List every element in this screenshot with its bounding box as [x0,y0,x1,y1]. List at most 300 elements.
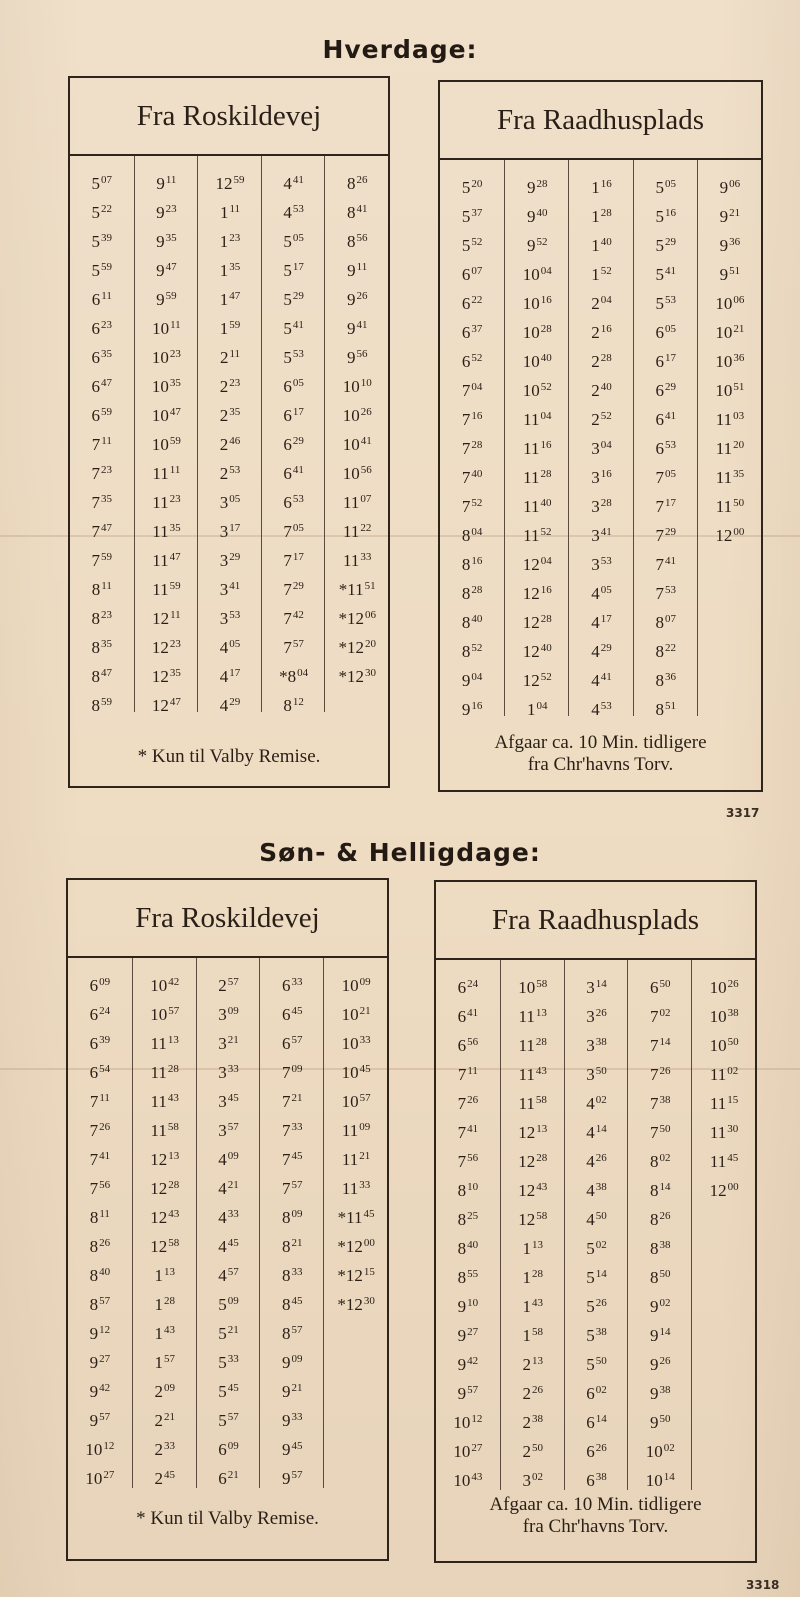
departure-time: $11^{09}$ [341,1121,371,1140]
print-reference: 3318 [746,1578,780,1592]
departure-time: $12^{28}$ [150,1179,180,1198]
departure-time: $*12^{30}$ [337,1295,375,1314]
departure-time: $8^{47}$ [91,667,113,686]
departure-time: $9^{35}$ [156,232,177,251]
departure-time: $7^{29}$ [283,580,304,599]
timetable-column [259,958,324,1488]
panel-title: Fra Raadhusplads [436,882,755,960]
departure-time: $1^{35}$ [219,261,241,280]
departure-time: $12^{23}$ [151,638,181,657]
departure-time: $7^{57}$ [283,638,304,657]
departure-time: $6^{33}$ [282,976,303,995]
departure-time: $8^{12}$ [283,696,304,715]
departure-time: $11^{47}$ [152,551,181,570]
departure-time: $4^{29}$ [219,696,241,715]
departure-time: $7^{17}$ [655,497,676,516]
departure-time: $6^{17}$ [283,406,304,425]
departure-time: $11^{33}$ [341,1179,371,1198]
departure-time: $*12^{06}$ [338,609,376,628]
departure-time: $4^{05}$ [219,638,241,657]
departure-time: $1^{16}$ [591,178,612,197]
departure-time: $1^{43}$ [154,1324,175,1343]
departure-time: $11^{20}$ [715,439,745,458]
departure-time: $7^{26}$ [457,1094,479,1113]
departure-time: $12^{28}$ [522,613,552,632]
departure-time: $7^{33}$ [282,1121,303,1140]
departure-time: $6^{57}$ [282,1034,303,1053]
departure-time: $5^{37}$ [461,207,483,226]
departure-time: $10^{23}$ [151,348,181,367]
departure-time: $11^{52}$ [523,526,552,545]
departure-time: $3^{38}$ [586,1036,607,1055]
departure-time: $3^{57}$ [218,1121,239,1140]
departure-time: $5^{21}$ [218,1324,239,1343]
departure-time: $5^{29}$ [283,290,304,309]
departure-time: $6^{11}$ [91,290,112,309]
departure-time: $7^{26}$ [650,1065,671,1084]
departure-time: $2^{21}$ [154,1411,175,1430]
departure-time: $2^{35}$ [219,406,241,425]
departure-time: $9^{50}$ [650,1413,671,1432]
departure-time: $4^{17}$ [591,613,612,632]
departure-time: $5^{29}$ [655,236,676,255]
departure-time: $8^{21}$ [282,1237,303,1256]
departure-time: $8^{36}$ [655,671,676,690]
timetable-column [697,160,762,716]
departure-time: $5^{26}$ [586,1297,607,1316]
departure-time: $3^{02}$ [522,1471,543,1490]
departure-time: $11^{23}$ [152,493,181,512]
departure-time: $6^{41}$ [655,410,676,429]
departure-time: $3^{41}$ [591,526,612,545]
departure-time: $3^{28}$ [591,497,612,516]
departure-time: $8^{38}$ [650,1239,671,1258]
departure-time: $*12^{30}$ [338,667,376,686]
departure-time: $11^{59}$ [152,580,181,599]
departure-time: $5^{20}$ [461,178,483,197]
departure-time: $9^{27}$ [457,1326,479,1345]
departure-time: $*11^{51}$ [338,580,376,599]
departure-time: $6^{05}$ [283,377,304,396]
weekdays-roskildevej-panel [68,76,390,788]
departure-time: $1^{40}$ [591,236,612,255]
timetable-column [197,156,262,715]
departure-time: $10^{59}$ [151,435,181,454]
departure-time: $8^{57}$ [89,1295,111,1314]
departure-time: $4^{57}$ [218,1266,239,1285]
departure-time: $11^{35}$ [152,522,181,541]
departure-time: $10^{21}$ [715,323,745,342]
departure-time: $6^{09}$ [89,976,111,995]
departure-time: $10^{45}$ [341,1063,371,1082]
departure-time: $10^{09}$ [341,976,371,995]
departure-time: $7^{11}$ [457,1065,478,1084]
departure-time: $8^{25}$ [457,1210,479,1229]
departure-time: $1^{13}$ [154,1266,175,1285]
departure-time: $3^{17}$ [219,522,241,541]
departure-time: $7^{17}$ [283,551,304,570]
departure-time: $11^{04}$ [523,410,552,429]
departure-time: $10^{41}$ [342,435,372,454]
departure-time: $8^{52}$ [461,642,483,661]
departure-time: $9^{38}$ [650,1384,671,1403]
departure-time: $4^{33}$ [218,1208,239,1227]
departure-time: $2^{28}$ [591,352,612,371]
departure-time: $7^{42}$ [283,609,304,628]
departure-time: $1^{13}$ [522,1239,543,1258]
departure-time: $8^{14}$ [650,1181,671,1200]
departure-time: $12^{16}$ [522,584,552,603]
departure-time: $7^{59}$ [91,551,113,570]
departure-time: $7^{52}$ [461,497,483,516]
departure-time: $5^{17}$ [283,261,304,280]
departure-time: $3^{16}$ [591,468,612,487]
departure-time: $12^{04}$ [522,555,552,574]
departure-time: $1^{58}$ [522,1326,543,1345]
departure-time: $9^{26}$ [650,1355,671,1374]
departure-time: $2^{23}$ [219,377,241,396]
timetable-grid [436,960,755,1490]
panel-title: Fra Raadhusplads [440,82,761,160]
departure-time: $5^{14}$ [586,1268,607,1287]
departure-time: $7^{41}$ [89,1150,111,1169]
departure-time: $10^{12}$ [85,1440,115,1459]
departure-time: $10^{42}$ [150,976,180,995]
departure-time: $8^{35}$ [91,638,113,657]
departure-time: $4^{14}$ [586,1123,607,1142]
departure-time: $4^{05}$ [591,584,612,603]
departure-time: $10^{43}$ [453,1471,483,1490]
departure-time: $3^{26}$ [586,1007,607,1026]
departure-time: $12^{00}$ [715,526,745,545]
departure-time: $6^{14}$ [586,1413,607,1432]
departure-time: $7^{11}$ [91,435,112,454]
departure-time: $7^{56}$ [89,1179,111,1198]
footnote-line: fra Chr'havns Torv. [522,1516,669,1537]
departure-time: $9^{56}$ [346,348,368,367]
departure-time: $2^{40}$ [591,381,612,400]
departure-time: $1^{23}$ [219,232,241,251]
weekdays-raadhusplads-panel [438,80,763,792]
departure-time: $9^{42}$ [457,1355,479,1374]
departure-time: $8^{45}$ [282,1295,303,1314]
departure-time: $11^{50}$ [715,497,745,516]
departure-time: $6^{02}$ [586,1384,607,1403]
timetable-column [134,156,199,715]
departure-time: $11^{28}$ [518,1036,547,1055]
departure-time: $10^{28}$ [522,323,552,342]
departure-time: $10^{26}$ [342,406,372,425]
departure-time: $7^{41}$ [655,555,676,574]
departure-time: $11^{58}$ [150,1121,179,1140]
departure-time: $9^{11}$ [156,174,177,193]
departure-time: $9^{57}$ [89,1411,111,1430]
departure-time: $11^{16}$ [523,439,552,458]
departure-time: $8^{40}$ [457,1239,479,1258]
departure-time: $11^{28}$ [523,468,552,487]
departure-time: $7^{28}$ [461,439,483,458]
departure-time: $8^{51}$ [655,700,676,719]
departure-time: $10^{52}$ [522,381,552,400]
departure-time: $12^{47}$ [151,696,181,715]
departure-time: $12^{58}$ [518,1210,548,1229]
departure-time: $5^{52}$ [461,236,483,255]
departure-time: $9^{21}$ [719,207,741,226]
departure-time: $10^{58}$ [518,978,548,997]
departure-time: $6^{41}$ [283,464,304,483]
departure-time: $2^{57}$ [218,976,239,995]
departure-time: $5^{41}$ [283,319,304,338]
timetable-column [70,156,134,715]
departure-time: $4^{29}$ [591,642,612,661]
departure-time: $3^{53}$ [591,555,612,574]
departure-time: $11^{07}$ [343,493,372,512]
departure-time: $*11^{45}$ [337,1208,375,1227]
timetable-grid [70,156,388,715]
departure-time: $4^{17}$ [219,667,241,686]
departure-time: $10^{33}$ [341,1034,371,1053]
departure-time: $9^{02}$ [650,1297,671,1316]
departure-time: $9^{14}$ [650,1326,671,1345]
footnote [436,1494,755,1538]
departure-time: $10^{47}$ [151,406,181,425]
departure-time: $10^{04}$ [522,265,552,284]
departure-time: $10^{38}$ [709,1007,739,1026]
departure-time: $9^{04}$ [461,671,483,690]
departure-time: $5^{02}$ [586,1239,607,1258]
departure-time: $6^{39}$ [89,1034,111,1053]
departure-time: $*12^{00}$ [337,1237,375,1256]
footnote-line: fra Chr'havns Torv. [527,754,674,775]
departure-time: $1^{28}$ [522,1268,543,1287]
departure-time: $*8^{04}$ [279,667,309,686]
departure-time: $2^{33}$ [154,1440,175,1459]
departure-time: $6^{52}$ [461,352,483,371]
departure-time: $5^{53}$ [283,348,304,367]
departure-time: $10^{10}$ [342,377,372,396]
departure-time: $6^{41}$ [457,1007,479,1026]
footnote [440,732,761,776]
departure-time: $6^{22}$ [461,294,483,313]
departure-time: $5^{59}$ [91,261,113,280]
holidays-raadhusplads-panel [434,880,757,1563]
departure-time: $2^{09}$ [154,1382,175,1401]
timetable-column [568,160,633,719]
departure-time: $12^{43}$ [518,1181,548,1200]
departure-time: $9^{42}$ [89,1382,111,1401]
departure-time: $12^{00}$ [709,1181,739,1200]
departure-time: $8^{41}$ [346,203,368,222]
timetable-column [504,160,569,719]
departure-time: $1^{11}$ [219,203,241,222]
departure-time: $12^{13}$ [518,1123,548,1142]
timetable-column [436,960,500,1490]
departure-time: $2^{04}$ [591,294,612,313]
departure-time: $7^{41}$ [457,1123,479,1142]
departure-time: $10^{27}$ [85,1469,115,1488]
departure-time: $7^{40}$ [461,468,483,487]
timetable-column [68,958,132,1488]
departure-time: $1^{52}$ [591,265,612,284]
departure-time: $4^{26}$ [586,1152,607,1171]
weekdays-heading: Hverdage: [322,35,478,64]
departure-time: $11^{15}$ [709,1094,739,1113]
departure-time: $7^{57}$ [282,1179,303,1198]
departure-time: $2^{50}$ [522,1442,543,1461]
departure-time: $5^{38}$ [586,1326,607,1345]
footnote-line: Afgaar ca. 10 Min. tidligere [489,1494,702,1515]
departure-time: $10^{11}$ [152,319,181,338]
departure-time: $6^{37}$ [461,323,483,342]
timetable-column [691,960,756,1490]
departure-time: $3^{45}$ [218,1092,239,1111]
departure-time: $7^{16}$ [461,410,483,429]
departure-time: $6^{47}$ [91,377,113,396]
departure-time: $6^{05}$ [655,323,676,342]
departure-time: $8^{26}$ [346,174,368,193]
timetable-column [627,960,692,1490]
departure-time: $11^{43}$ [518,1065,547,1084]
departure-time: $3^{29}$ [219,551,241,570]
departure-time: $7^{09}$ [282,1063,303,1082]
departure-time: $4^{50}$ [586,1210,607,1229]
departure-time: $11^{21}$ [341,1150,371,1169]
departure-time: $2^{45}$ [154,1469,175,1488]
departure-time: $8^{04}$ [461,526,483,545]
departure-time: $7^{45}$ [282,1150,303,1169]
departure-time: $9^{10}$ [457,1297,479,1316]
timetable-column [196,958,261,1488]
departure-time: $8^{57}$ [282,1324,303,1343]
departure-time: $12^{59}$ [215,174,245,193]
departure-time: $12^{35}$ [151,667,181,686]
departure-time: $8^{11}$ [91,580,112,599]
departure-time: $9^{45}$ [282,1440,303,1459]
departure-time: $8^{11}$ [89,1208,110,1227]
departure-time: $10^{57}$ [150,1005,180,1024]
departure-time: $7^{47}$ [91,522,113,541]
timetable-column [324,156,389,712]
departure-time: $6^{56}$ [457,1036,479,1055]
departure-time: $3^{41}$ [219,580,241,599]
departure-time: $5^{22}$ [91,203,113,222]
departure-time: $5^{33}$ [218,1353,239,1372]
departure-time: $8^{23}$ [91,609,113,628]
departure-time: $9^{47}$ [156,261,177,280]
departure-time: $4^{53}$ [591,700,612,719]
departure-time: $10^{35}$ [151,377,181,396]
departure-time: $5^{05}$ [283,232,304,251]
departure-time: $4^{41}$ [283,174,304,193]
departure-time: $6^{26}$ [586,1442,607,1461]
departure-time: $7^{21}$ [282,1092,303,1111]
departure-time: $2^{11}$ [219,348,241,367]
departure-time: $6^{09}$ [218,1440,239,1459]
departure-time: $*12^{15}$ [337,1266,375,1285]
departure-time: $9^{23}$ [156,203,177,222]
departure-time: $6^{53}$ [283,493,304,512]
footnote: * Kun til Valby Remise. [137,746,321,767]
departure-time: $5^{41}$ [655,265,676,284]
departure-time: $7^{14}$ [650,1036,671,1055]
departure-time: $12^{28}$ [518,1152,548,1171]
timetable-grid [440,160,761,719]
departure-time: $1^{47}$ [219,290,241,309]
departure-time: $9^{09}$ [282,1353,303,1372]
departure-time: $6^{45}$ [282,1005,303,1024]
departure-time: $1^{59}$ [219,319,241,338]
departure-time: $2^{38}$ [522,1413,543,1432]
departure-time: $10^{40}$ [522,352,552,371]
departure-time: $7^{29}$ [655,526,676,545]
departure-time: $7^{11}$ [89,1092,110,1111]
departure-time: $9^{06}$ [719,178,741,197]
departure-time: $9^{28}$ [527,178,548,197]
departure-time: $1^{43}$ [522,1297,543,1316]
departure-time: $3^{33}$ [218,1063,239,1082]
departure-time: $3^{53}$ [219,609,241,628]
departure-time: $11^{43}$ [150,1092,179,1111]
departure-time: $9^{59}$ [156,290,177,309]
departure-time: $6^{29}$ [655,381,676,400]
departure-time: $6^{38}$ [586,1471,607,1490]
departure-time: $9^{12}$ [89,1324,111,1343]
departure-time: $6^{17}$ [655,352,676,371]
departure-time: $4^{21}$ [218,1179,239,1198]
departure-time: $11^{58}$ [518,1094,547,1113]
departure-time: $12^{43}$ [150,1208,180,1227]
departure-time: $10^{27}$ [453,1442,483,1461]
departure-time: $8^{22}$ [655,642,676,661]
departure-time: $1^{28}$ [591,207,612,226]
departure-time: $8^{28}$ [461,584,483,603]
departure-time: $2^{16}$ [591,323,612,342]
departure-time: $6^{50}$ [650,978,671,997]
departure-time: $9^{51}$ [719,265,741,284]
departure-time: $8^{26}$ [650,1210,671,1229]
departure-time: $11^{40}$ [523,497,552,516]
departure-time: $9^{57}$ [282,1469,303,1488]
timetable-grid [68,958,387,1488]
departure-time: $9^{40}$ [527,207,548,226]
departure-time: $8^{33}$ [282,1266,303,1285]
departure-time: $6^{21}$ [218,1469,239,1488]
departure-time: $8^{40}$ [461,613,483,632]
departure-time: $7^{35}$ [91,493,113,512]
timetable-column [633,160,698,719]
departure-time: $5^{50}$ [586,1355,607,1374]
departure-time: $5^{57}$ [218,1411,239,1430]
departure-time: $2^{52}$ [591,410,612,429]
departure-time: $3^{09}$ [218,1005,239,1024]
panel-title: Fra Roskildevej [68,880,387,958]
departure-time: $10^{50}$ [709,1036,739,1055]
departure-time: $9^{41}$ [346,319,368,338]
departure-time: $11^{13}$ [518,1007,547,1026]
departure-time: $9^{33}$ [282,1411,303,1430]
departure-time: $12^{11}$ [152,609,181,628]
timetable-column [440,160,504,719]
departure-time: $4^{02}$ [586,1094,607,1113]
departure-time: $1^{28}$ [154,1295,175,1314]
departure-time: $10^{02}$ [645,1442,675,1461]
departure-time: $8^{26}$ [89,1237,111,1256]
departure-time: $8^{10}$ [457,1181,479,1200]
departure-time: $12^{52}$ [522,671,552,690]
departure-time: $6^{24}$ [89,1005,111,1024]
departure-time: $10^{12}$ [453,1413,483,1432]
departure-time: $12^{40}$ [522,642,552,661]
